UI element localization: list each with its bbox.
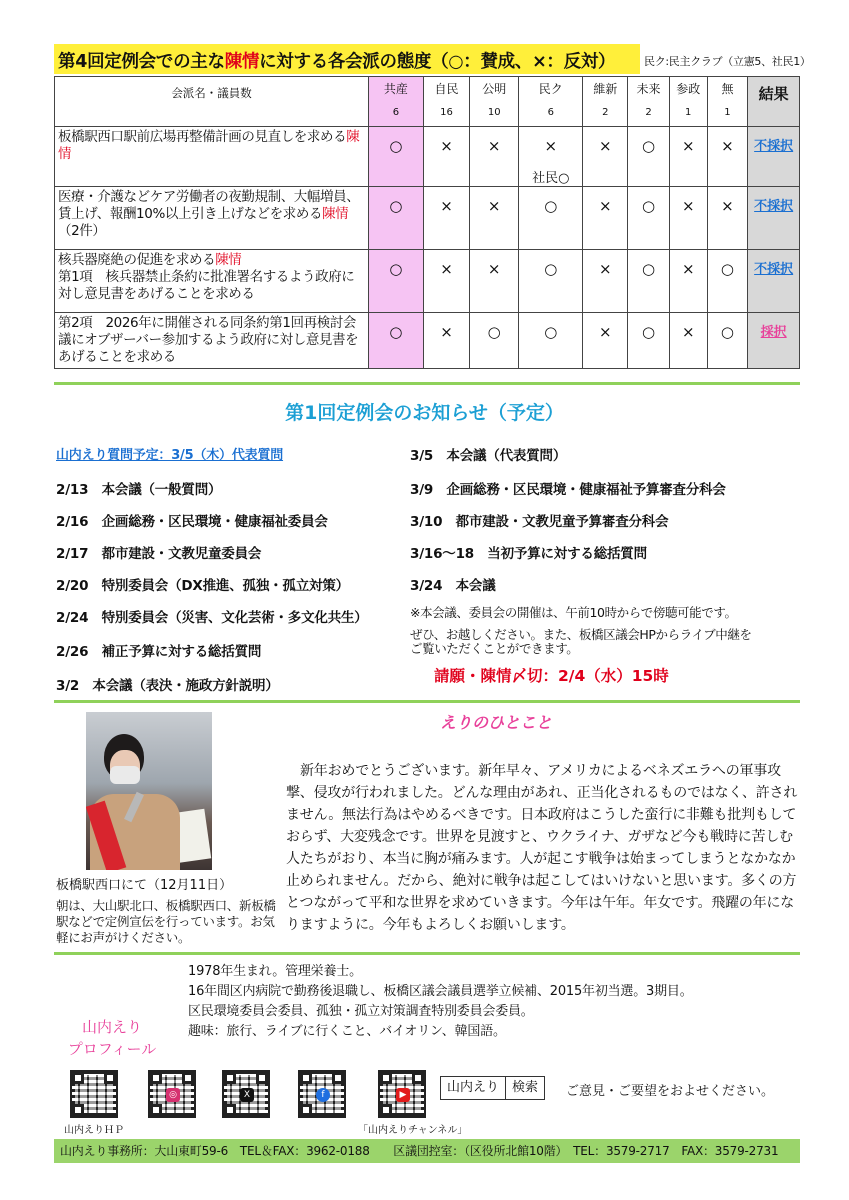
result-cell[interactable] [748, 127, 800, 187]
search-name: 山内えり [447, 1080, 500, 1095]
schedule-note: ※本会議、委員会の開催は、午前10時からで傍聴可能です。 [410, 605, 737, 620]
vote-mark: × [669, 187, 707, 250]
party-header: 公明 10 [470, 77, 519, 127]
schedule-item: 3/16～18 当初予算に対する総括質問 [410, 546, 647, 562]
table-row [55, 187, 800, 250]
vote-mark: ○ [470, 313, 519, 369]
vote-mark: × [423, 313, 470, 369]
schedule-item: 3/2 本会議（表決・施政方針説明） [56, 678, 279, 694]
vote-mark: × 社民○ [519, 127, 583, 187]
table-row [55, 313, 800, 369]
vote-mark: ○ [707, 250, 748, 313]
vote-mark: × [669, 250, 707, 313]
divider [54, 382, 800, 385]
table-row [55, 250, 800, 313]
vote-mark: ○ [519, 250, 583, 313]
feedback-text: ご意見・ご要望をおよせください。 [566, 1084, 775, 1099]
schedule-title: 第1回定例会のお知らせ（予定） [285, 402, 564, 424]
vote-mark: ○ [369, 250, 424, 313]
name-header: 会派名・議員数 [55, 77, 369, 127]
vote-mark: ○ [519, 313, 583, 369]
vote-mark: × [707, 127, 748, 187]
vote-mark: × [583, 250, 628, 313]
deadline: 請願・陳情〆切：2/4（水）15時 [434, 667, 669, 685]
page-title: 第4回定例会での主な陳情に対する各会派の態度（○：賛成、×：反対） [58, 52, 616, 72]
qr-instagram-icon[interactable]: ◎ [148, 1070, 196, 1118]
schedule-item: 3/9 企画総務・区民環境・健康福祉予算審査分科会 [410, 482, 726, 498]
vote-mark: ○ [628, 313, 670, 369]
divider [54, 700, 800, 703]
schedule-item: 2/16 企画総務・区民環境・健康福祉委員会 [56, 514, 328, 530]
result-link[interactable]: 不採択 [754, 262, 794, 277]
result-cell[interactable] [748, 313, 800, 369]
vote-mark: ○ [707, 313, 748, 369]
footer-contact: 山内えり事務所：大山東町59-6 TEL＆FAX：3962-0188 区議団控室：（区役所北館10階） TEL：3579-2717 FAX：3579-2731 [54, 1139, 800, 1163]
eri-message-body: 新年おめでとうございます。新年早々、アメリカによるベネズエラへの軍事攻撃、侵攻が行われました。どんな理由があれ、正当化されるものではなく、許されません。無法行為はやめるべきです。日本政府はこうした蛮行に非難も批判もしておらず、大変残念です。世界を見渡すと、ウクライナ、ガザなど今も戦時に苦しむ人たちがおり、本当に胸が痛みます。人が起こす戦争は始まってしまうとなかなか止められません。だから、絶対に戦争は起こしてはいけないと思います。多くの方とつながって平和な世界を求めていきます。今年は午年。年女です。飛躍の年になりますように。今年もよろしくお願いします。 [286, 763, 798, 933]
schedule-item: 3/24 本会議 [410, 578, 496, 594]
vote-mark: × [470, 127, 519, 187]
result-link[interactable]: 不採択 [754, 199, 794, 214]
petition-name: 医療・介護などケア労働者の夜勤規制、大幅増員、賃上げ、報酬10%以上引き上げなどを求める陳情（2件） [55, 187, 369, 250]
profile-text: 1978年生まれ。管理栄養士。 16年間区内病院で勤務後退職し、板橋区議会議員選挙立候補、2015年初当選。3期目。 区民環境委員会委員、孤独・孤立対策調査特別委員会委員。 趣味：旅行、ライブに行くこと、バイオリン、韓国語。 [188, 964, 693, 1039]
schedule-item: 3/5 本会議（代表質問） [410, 448, 567, 464]
vote-mark: × [423, 187, 470, 250]
schedule-note: ぜひ、お越しください。また、板橋区議会HPからライブ中継を [410, 627, 752, 642]
party-note: 民ク:民主クラブ（立憲5、社民1） [644, 55, 811, 68]
vote-mark: × [470, 250, 519, 313]
schedule-item: 2/20 特別委員会（DX推進、孤独・孤立対策） [56, 578, 349, 594]
qr-x-icon[interactable]: X [222, 1070, 270, 1118]
vote-mark: ○ [369, 127, 424, 187]
petition-name: 核兵器廃絶の促進を求める陳情 第1項 核兵器禁止条約に批准署名するよう政府に対し意見書をあげることを求める [55, 250, 369, 313]
vote-mark: ○ [369, 187, 424, 250]
vote-mark: ○ [628, 187, 670, 250]
vote-mark: × [669, 313, 707, 369]
vote-mark: ○ [628, 127, 670, 187]
qr-hp-icon[interactable] [70, 1070, 118, 1118]
petition-name: 第2項 2026年に開催される同条約第1回再検討会議にオブザーバー参加するよう政府に対し意見書をあげることを求める [55, 313, 369, 369]
schedule-item: 2/13 本会議（一般質問） [56, 482, 222, 498]
schedule-item: 2/26 補正予算に対する総括質問 [56, 644, 262, 660]
vote-mark: × [707, 187, 748, 250]
vote-mark: × [423, 250, 470, 313]
photo-caption: 板橋駅西口にて（12月11日） [56, 878, 233, 893]
party-header: 民ク 6 [519, 77, 583, 127]
vote-mark: ○ [519, 187, 583, 250]
party-header: 参政 1 [669, 77, 707, 127]
title-highlight: 陳情 [224, 52, 260, 72]
party-header: 共産 6 [369, 77, 424, 127]
eri-message-title: えりのひとこと [440, 713, 553, 732]
vote-mark: × [423, 127, 470, 187]
channel-label: 「山内えりチャンネル」 [358, 1125, 468, 1136]
party-header: 自民 16 [423, 77, 470, 127]
party-header: 維新 2 [583, 77, 628, 127]
vote-mark: × [583, 313, 628, 369]
schedule-item: 2/24 特別委員会（災害、文化芸術・多文化共生） [56, 610, 368, 626]
vote-table [54, 76, 800, 369]
qr-facebook-icon[interactable]: f [298, 1070, 346, 1118]
search-button[interactable]: 検索 [505, 1077, 544, 1099]
divider [54, 952, 800, 955]
result-link[interactable]: 採択 [760, 325, 787, 340]
petition-name: 板橋駅西口駅前広場再整備計画の見直しを求める陳情 [55, 127, 369, 187]
vote-mark: × [470, 187, 519, 250]
party-header: 無 1 [707, 77, 748, 127]
schedule-item: 2/17 都市建設・文教児童委員会 [56, 546, 262, 562]
schedule-item: 3/10 都市建設・文教児童予算審査分科会 [410, 514, 669, 530]
result-cell[interactable] [748, 250, 800, 313]
schedule-note: ご覧いただくことができます。 [410, 641, 579, 656]
qr-hp-label: 山内えりＨＰ [64, 1125, 124, 1136]
result-cell[interactable] [748, 187, 800, 250]
result-link[interactable]: 不採択 [754, 139, 794, 154]
vote-mark: ○ [628, 250, 670, 313]
question-plan-link[interactable]: 山内えり質問予定：3/5（木）代表質問 [56, 448, 284, 463]
table-row [55, 127, 800, 187]
result-header: 結果 [748, 77, 800, 127]
party-header: 未来 2 [628, 77, 670, 127]
vote-mark: × [669, 127, 707, 187]
street-speech-photo [86, 712, 212, 870]
qr-youtube-icon[interactable]: ▶ [378, 1070, 426, 1118]
vote-mark: × [583, 127, 628, 187]
table-header-row [55, 77, 800, 127]
vote-mark: ○ [369, 313, 424, 369]
profile-label: 山内えり プロフィール [67, 1018, 157, 1058]
search-box[interactable] [440, 1076, 545, 1100]
vote-mark: × [583, 187, 628, 250]
sub-note: 社民○ [532, 171, 570, 186]
photo-caption-detail: 朝は、大山駅北口、板橋駅西口、新板橋駅などで定例宣伝を行っています。お気軽にお声がけください。 [56, 898, 276, 945]
